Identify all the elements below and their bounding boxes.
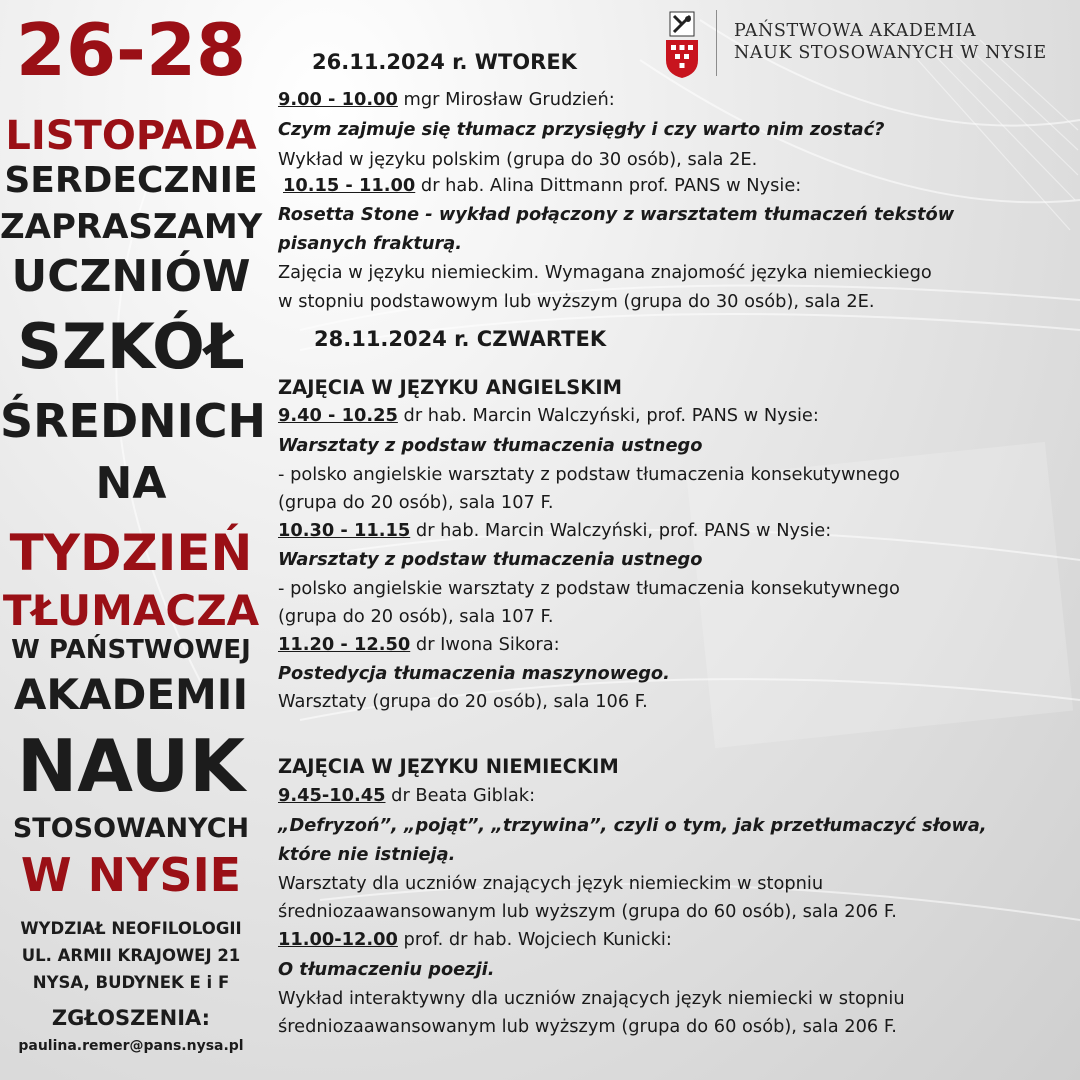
headline-line: AKADEMII <box>13 670 249 719</box>
session-speaker: dr Beata Giblak: <box>391 785 536 806</box>
headline-event-name: TYDZIEŃ <box>9 524 253 582</box>
session-speaker: dr Iwona Sikora: <box>415 634 560 655</box>
headline-city: W NYSIE <box>20 848 242 902</box>
headline-event-name: TŁUMACZA <box>2 586 260 635</box>
headline-line: ZAPRASZAMY <box>0 207 263 247</box>
day-heading: 28.11.2024 r. CZWARTEK <box>314 327 607 351</box>
session-header <box>278 784 535 809</box>
session-description: średniozaawansowanym lub wyższym (grupa do 60 osób), sala 206 F. <box>278 901 897 922</box>
session-speaker: dr hab. Alina Dittmann prof. PANS w Nysie: <box>420 175 802 196</box>
session-description: Warsztaty (grupa do 20 osób), sala 106 F. <box>278 691 648 712</box>
language-section-heading: ZAJĘCIA W JĘZYKU ANGIELSKIM <box>278 376 623 399</box>
session-header <box>278 928 672 953</box>
session-header <box>278 404 819 429</box>
session-description: średniozaawansowanym lub wyższym (grupa do 60 osób), sala 206 F. <box>278 1016 897 1037</box>
session-title: które nie istnieją. <box>278 844 456 865</box>
session-time: 10.30 - 11.15 <box>278 520 411 541</box>
session-description: - polsko angielskie warsztaty z podstaw tłumaczenia konsekutywnego <box>278 464 900 485</box>
crest-icon <box>660 10 704 80</box>
language-section-heading: ZAJĘCIA W JĘZYKU NIEMIECKIM <box>278 755 619 778</box>
session-time: 9.40 - 10.25 <box>278 405 398 426</box>
session-time: 9.00 - 10.00 <box>278 89 398 110</box>
session-header <box>278 88 615 113</box>
headline-line: ŚREDNICH <box>0 394 267 448</box>
session-title: Warsztaty z podstaw tłumaczenia ustnego <box>278 435 703 456</box>
session-description: Zajęcia w języku niemieckim. Wymagana znajomość języka niemieckiego <box>278 262 932 283</box>
university-logo <box>658 8 1073 78</box>
session-title: „Defryzoń”, „pojąt”, „trzywina”, czyli o tym, jak przetłumaczyć słowa, <box>278 815 987 836</box>
session-title: pisanych frakturą. <box>278 233 463 254</box>
address-line: UL. ARMII KRAJOWEJ 21 <box>21 946 241 965</box>
headline-line: SZKÓŁ <box>17 310 245 383</box>
session-title: Postedycja tłumaczenia maszynowego. <box>278 663 670 684</box>
session-time: 10.15 - 11.00 <box>283 175 416 196</box>
headline-line: NA <box>95 458 167 509</box>
session-header <box>283 174 801 199</box>
address-line: NYSA, BUDYNEK E i F <box>32 973 230 992</box>
session-speaker: mgr Mirosław Grudzień: <box>403 89 615 110</box>
registration-label: ZGŁOSZENIA: <box>51 1006 211 1030</box>
event-dates: 26-28 <box>15 8 247 92</box>
session-time: 11.20 - 12.50 <box>278 634 411 655</box>
event-month: LISTOPADA <box>5 113 257 159</box>
university-name <box>734 20 1047 64</box>
session-speaker: dr hab. Marcin Walczyński, prof. PANS w Nysie: <box>415 520 832 541</box>
session-title: Warsztaty z podstaw tłumaczenia ustnego <box>278 549 703 570</box>
day-heading: 26.11.2024 r. WTOREK <box>312 50 577 74</box>
session-speaker: prof. dr hab. Wojciech Kunicki: <box>403 929 672 950</box>
session-description: Warsztaty dla uczniów znających język niemieckim w stopniu <box>278 873 824 894</box>
event-headline-column <box>0 0 267 1080</box>
headline-line: STOSOWANYCH <box>12 813 250 844</box>
session-time: 11.00-12.00 <box>278 929 398 950</box>
session-description: (grupa do 20 osób), sala 107 F. <box>278 492 554 513</box>
headline-line: SERDECZNIE <box>4 160 258 201</box>
university-name-line: PAŃSTWOWA AKADEMIA <box>734 21 977 41</box>
session-description: (grupa do 20 osób), sala 107 F. <box>278 606 554 627</box>
session-description: - polsko angielskie warsztaty z podstaw tłumaczenia konsekutywnego <box>278 578 900 599</box>
session-time: 9.45-10.45 <box>278 785 386 806</box>
session-header <box>278 519 831 544</box>
session-title: Rosetta Stone - wykład połączony z warsztatem tłumaczeń tekstów <box>278 204 955 225</box>
session-description: Wykład interaktywny dla uczniów znających język niemiecki w stopniu <box>278 988 905 1009</box>
registration-email[interactable]: paulina.remer@pans.nysa.pl <box>18 1038 244 1054</box>
address-line: WYDZIAŁ NEOFILOLOGII <box>20 919 242 938</box>
headline-line: NAUK <box>16 724 246 808</box>
session-header <box>278 633 560 658</box>
session-title: O tłumaczeniu poezji. <box>278 959 495 980</box>
headline-line: W PAŃSTWOWEJ <box>11 635 251 665</box>
university-name-line: NAUK STOSOWANYCH W NYSIE <box>734 43 1047 63</box>
session-title: Czym zajmuje się tłumacz przysięgły i czy warto nim zostać? <box>278 119 885 140</box>
logo-divider <box>716 10 717 76</box>
session-description: Wykład w języku polskim (grupa do 30 osób), sala 2E. <box>278 149 758 170</box>
headline-line: UCZNIÓW <box>11 251 251 302</box>
session-description: w stopniu podstawowym lub wyższym (grupa do 30 osób), sala 2E. <box>278 291 875 312</box>
session-speaker: dr hab. Marcin Walczyński, prof. PANS w Nysie: <box>403 405 819 426</box>
